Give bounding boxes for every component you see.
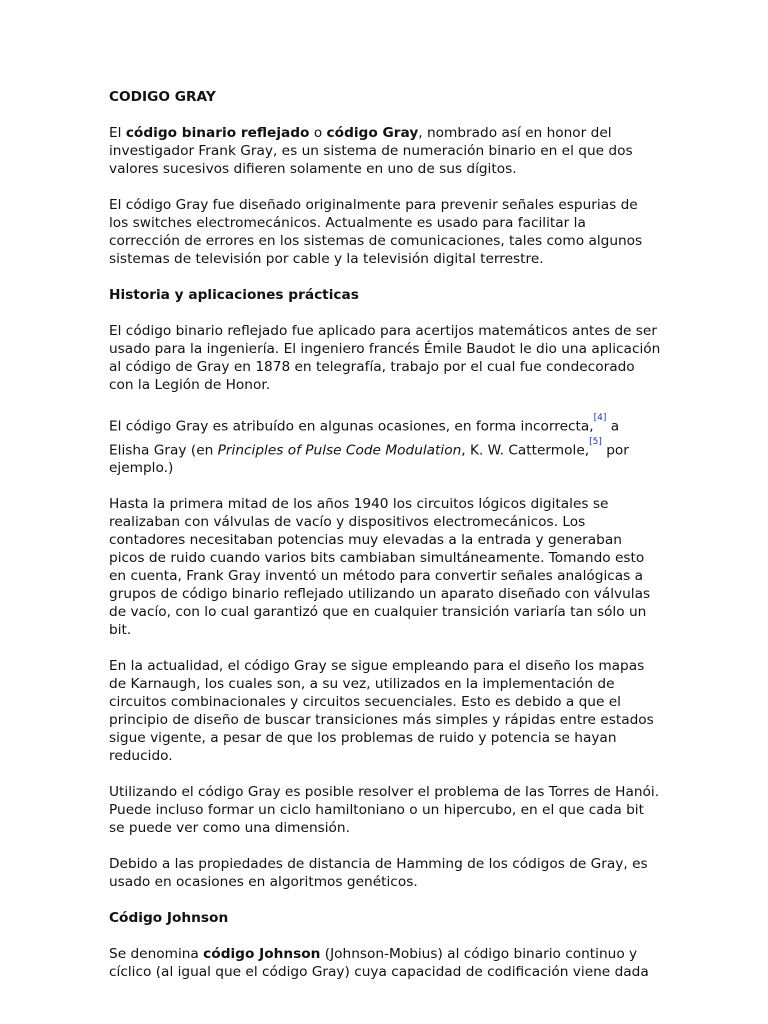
section-heading-historia: Historia y aplicaciones prácticas (109, 287, 359, 303)
paragraph-valvulas: Hasta la primera mitad de los años 1940 los circuitos lógicos digitales se realizaban con válvulas de vacío y dispositivos electromecánicos. Los contadores necesitaban potencias muy elevadas a la entrada y generaban picos de ruido cuando varios bits cambiaban simultáneamente. Tomando esto en cuenta, Frank Gray inventó un método para convertir señales analógicas a grupos de código binario reflejado utilizando un aparato diseñado con válvulas de vacío, con lo cual garantizó que en cualquier transición variaría tan sólo un bit. (109, 496, 651, 639)
paragraph-hamming: Debido a las propiedades de distancia de Hamming de los códigos de Gray, es usado en ocasiones en algoritmos genéticos. (109, 856, 648, 891)
intro-bold-codigo-gray: código Gray (326, 125, 419, 141)
reference-link-4[interactable]: [4] (593, 413, 607, 424)
document-page (109, 88, 661, 999)
johnson-bold-term: código Johnson (203, 946, 321, 963)
intro-text-0: El (109, 125, 126, 141)
paragraph-historia: El código binario reflejado fue aplicado para acertijos matemáticos antes de ser usado para la ingeniería. El ingeniero francés Émile Baudot le dio una aplicación al código de Gray en 1878 en telegrafía, trabajo por el cual fue condecorado con la Legión de Honor. (109, 323, 661, 393)
intro-text-2: , nombrado así en honor del investigador Frank Gray, es un sistema de numeración binario en el que dos valores sucesivos difieren solamente en uno de sus dígitos. (109, 125, 633, 177)
paragraph-johnson (109, 945, 661, 981)
johnson-text-1: (Johnson-Mobius) al código binario continuo y cíclico (al igual que el código Gray) cuya capacidad de codificación viene dada (109, 946, 649, 981)
johnson-text-0: Se denomina (109, 946, 204, 963)
paragraph-karnaugh: En la actualidad, el código Gray se sigue empleando para el diseño los mapas de Karnaugh, los cuales son, a su vez, utilizados en la implementación de circuitos combinacionales y circuitos secuenciales. Esto es debido a que el principio de diseño de buscar transiciones más simples y rápidas entre estados sigue vigente, a pesar de que los problemas de ruido y potencia se hayan reducido. (109, 658, 654, 765)
intro-bold-binario-reflejado: código binario reflejado (125, 125, 310, 141)
reference-link-5[interactable]: [5] (589, 436, 602, 447)
intro-paragraph (109, 124, 661, 178)
atribucion-text-3: por ejemplo.) (109, 442, 629, 477)
atribucion-text-1: a Elisha Gray (en (109, 418, 620, 459)
paragraph-hanoi: Utilizando el código Gray es posible resolver el problema de las Torres de Hanói. Puede incluso formar un ciclo hamiltoniano o un hipercubo, en el que cada bit se puede ver como una dimensión. (109, 784, 660, 837)
paragraph-atribucion (109, 412, 661, 477)
atribucion-text-0: El código Gray es atribuído en algunas ocasiones, en forma incorrecta, (109, 418, 594, 435)
atribucion-italic-title: Principles of Pulse Code Modulation (217, 442, 462, 459)
paragraph-origen: El código Gray fue diseñado originalmente para prevenir señales espurias de los switches electromecánicos. Actualmente es usado para facilitar la corrección de errores en los sistemas de comunicaciones, tales como algunos sistemas de televisión por cable y la televisión digital terrestre. (109, 197, 643, 267)
section-heading-johnson: Código Johnson (109, 910, 229, 927)
atribucion-text-2: , K. W. Cattermole, (461, 442, 590, 459)
document-title: CODIGO GRAY (109, 89, 216, 105)
intro-text-1: o (309, 125, 327, 141)
